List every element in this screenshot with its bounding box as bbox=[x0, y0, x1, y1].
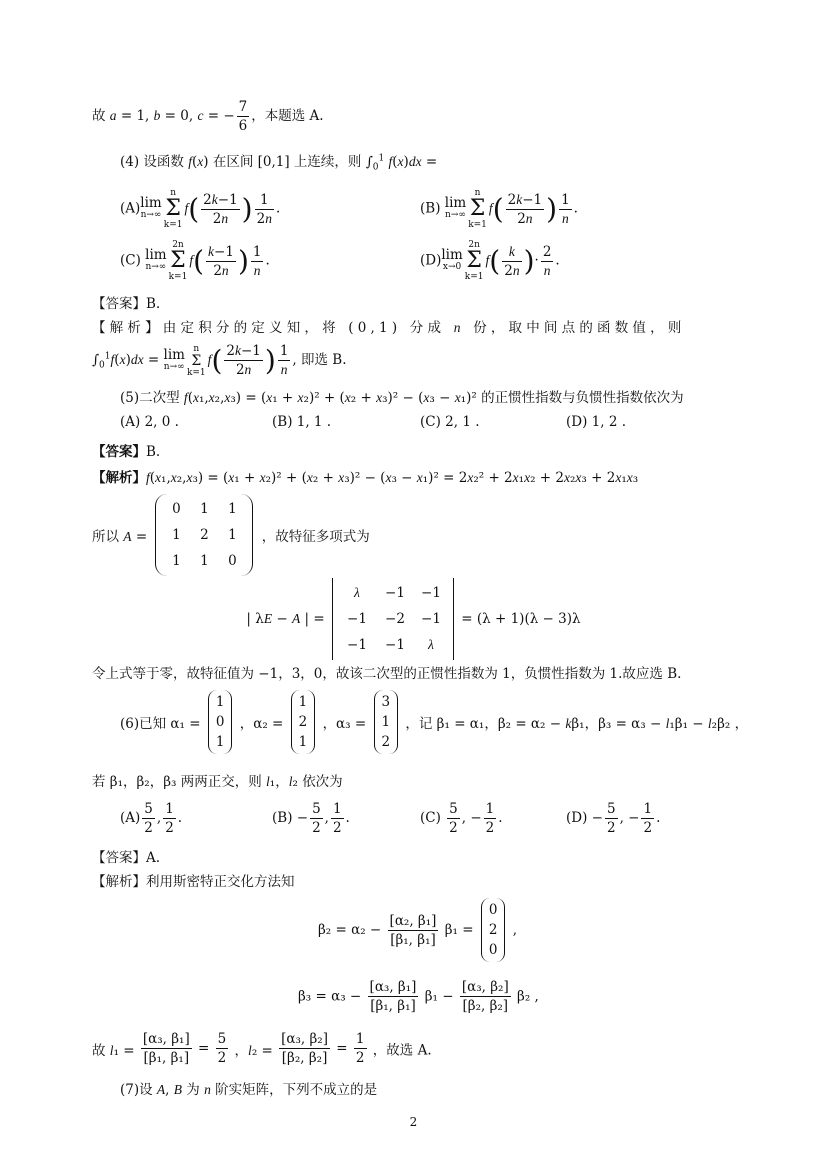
vector-beta2: 0 2 0 bbox=[481, 898, 506, 962]
q5-conclusion: 令上式等于零，故特征值为 −1，3，0，故该二次型的正惯性指数为 1，负惯性指数为 1.故应选 B. bbox=[92, 666, 682, 682]
q4-option-a: (A)lim n→∞ n Σ k=1f( $\frac{2k-1}{2n}$ ) $\frac{1}{2n}$ . bbox=[120, 188, 281, 230]
q6-stem: (6)已知 α₁ = 1 0 1 ，α₂ = 1 2 1 ，α₃ = 3 1 2 ，记 β₁ = α₁，β₂ = α₂ − kβ₁，β₃ = α₃ − l₁β₁ − l₂β₂ ， bbox=[120, 690, 748, 754]
q5-option-c: (C) 2, 1 . bbox=[420, 414, 480, 430]
q5-matrix-line: 所以 A = 0 1 1 1 2 1 1 1 0 ，故特征多项式为 bbox=[92, 494, 370, 576]
q5-determinant-line: | λE − A | = λ −1 −1 −1 −2 −1 −1 −1 λ = (λ + 1)(λ − 3)λ bbox=[0, 578, 827, 660]
prev-conclusion: 故 a = 1, b = 0, c = − $\frac{7}{6}$ ，本题选 A. bbox=[92, 99, 324, 134]
q6-option-d: (D) − $\frac{5}{2}$ , − $\frac{1}{2}$ . bbox=[566, 801, 661, 836]
vector-alpha2: 1 2 1 bbox=[291, 690, 316, 754]
q6-answer: 【答案】A. bbox=[92, 850, 161, 866]
page-number: 2 bbox=[409, 1115, 418, 1129]
determinant: λ −1 −1 −1 −2 −1 −1 −1 λ bbox=[332, 578, 454, 660]
q6-beta2: β₂ = α₂ − $\frac{\text{[α₂, β₁]}}{\text{[β₁, β₁]}}$ β₁ = 0 2 0 , bbox=[318, 898, 517, 962]
q4-answer: 【答案】B. bbox=[92, 296, 161, 312]
q4-explanation-formula: $\int_0^1f(x)dx = \lim$ n→∞ n Σ k=1f( $\frac{2k-1}{2n}$ ) $\frac{1}{n}$ , 即选 B. bbox=[92, 343, 347, 378]
q6-option-c: (C) $\frac{5}{2}$ , − $\frac{1}{2}$ . bbox=[420, 801, 503, 836]
q5-option-b: (B) 1, 1 . bbox=[272, 414, 332, 430]
q5-explanation: 【解析】f(x₁,x₂,x₃) = (x₁ + x₂)² + (x₂ + x₃)² − (x₃ − x₁)² = 2x₂² + 2x₁x₂ + 2x₂x₃ + 2x₁x₃ bbox=[92, 470, 639, 486]
q6-explanation: 【解析】利用斯密特正交化方法知 bbox=[92, 874, 295, 890]
q6-stem-2: 若 β₁，β₂，β₃ 两两正交，则 l₁，l₂ 依次为 bbox=[92, 774, 343, 790]
matrix-a: 0 1 1 1 2 1 1 1 0 bbox=[155, 494, 253, 576]
q4-option-b: (B) lim n→∞ n Σ k=1f( $\frac{2k-1}{2n}$ ) $\frac{1}{n}$ . bbox=[420, 188, 578, 230]
vector-alpha1: 1 0 1 bbox=[208, 690, 233, 754]
q6-option-a: (A) $\frac{5}{2}$ , $\frac{1}{2}$ . bbox=[120, 801, 183, 836]
q4-explanation: 【解析】由定积分的定义知，将 (0,1) 分成 n 份，取中间点的函数值，则 bbox=[92, 320, 686, 336]
q6-option-b: (B) − $\frac{5}{2}$ , $\frac{1}{2}$ . bbox=[272, 801, 350, 836]
q4-option-d: (D)lim x→0 2n Σ k=1f( $\frac{k}{2n}$ )· $\frac{2}{n}$ . bbox=[420, 240, 560, 282]
q5-option-d: (D) 1, 2 . bbox=[566, 414, 626, 430]
q5-option-a: (A) 2, 0 . bbox=[120, 414, 179, 430]
q5-answer: 【答案】B. bbox=[92, 444, 161, 460]
q6-beta3: β₃ = α₃ − $\frac{\text{[α₃, β₁]}}{\text{[β₁, β₁]}}$ β₁ − $\frac{\text{[α₃, β₂]}}{\text{[β₂, β₂]}}$ β₂ , bbox=[298, 979, 539, 1014]
q5-stem: (5)二次型 f(x₁,x₂,x₃) = (x₁ + x₂)² + (x₂ + x₃)² − (x₃ − x₁)² 的正惯性指数与负惯性指数依次为 bbox=[120, 390, 684, 406]
q4-stem: (4) 设函数 f(x) 在区间 [0,1] 上连续，则 $\int_0^1$ f(x)dx = bbox=[120, 153, 438, 173]
q7-stem: (7)设 A, B 为 n 阶实矩阵，下列不成立的是 bbox=[120, 1082, 378, 1098]
q4-option-c: (C) lim n→∞ 2n Σ k=1f( $\frac{k-1}{2n}$ ) $\frac{1}{n}$ . bbox=[120, 240, 270, 282]
q6-final: 故 l₁ = $\frac{\text{[α₃, β₁]}}{\text{[β₁, β₁]}}$ = $\frac{5}{2}$ ，l₂ = $\frac{\text{[α₃, β₂]}}{\text{[β₂, β₂]}}$ = $\frac{1}{2}$ ，故选 A. bbox=[92, 1031, 432, 1066]
vector-alpha3: 3 1 2 bbox=[374, 690, 399, 754]
